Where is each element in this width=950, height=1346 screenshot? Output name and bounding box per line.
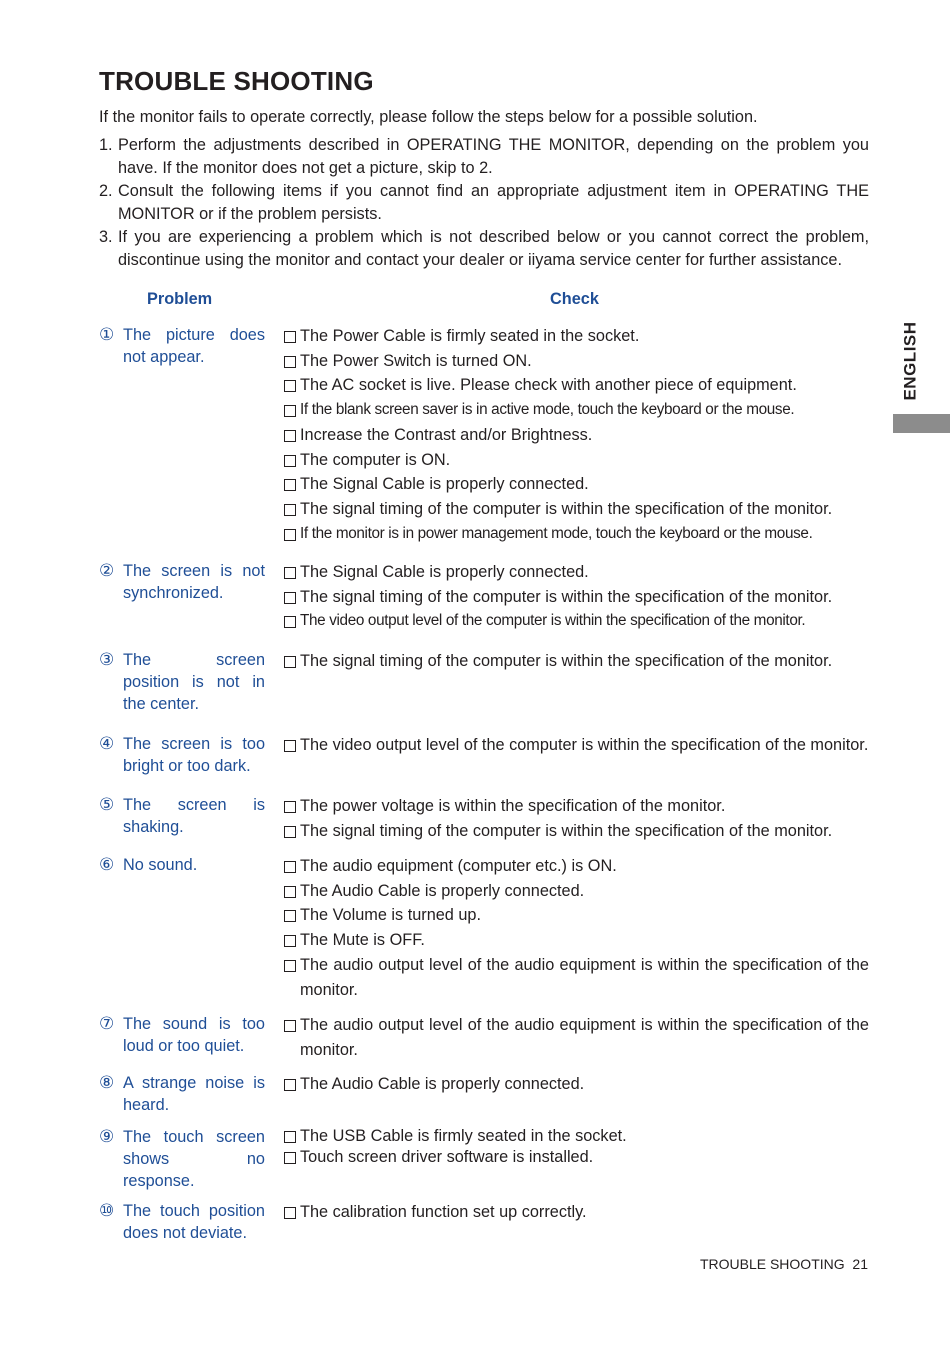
check-text: The Power Cable is firmly seated in the socket.: [300, 327, 640, 345]
step-text: If you are experiencing a problem which is not described below or you cannot correct the problem, discontinue using the monitor and contact your dealer or iiyama service center for further assistance.: [118, 228, 869, 269]
check-list: [284, 1126, 869, 1168]
problem-text: No sound.: [123, 856, 198, 874]
check-text: The AC socket is live. Please check with another piece of equipment.: [300, 376, 797, 395]
check-list: [284, 1072, 869, 1097]
language-tab-marker: [893, 414, 950, 433]
problem-text: The touch screen shows no response.: [123, 1128, 265, 1190]
check-text: The Signal Cable is properly connected.: [300, 563, 589, 581]
problem-number: ③: [99, 650, 115, 669]
check-text: The Signal Cable is properly connected.: [300, 475, 589, 494]
check-item: [284, 349, 869, 374]
check-text: The Audio Cable is properly connected.: [300, 1075, 585, 1093]
checkbox-icon: [284, 529, 296, 541]
problem-number: ⑦: [99, 1014, 115, 1033]
problem-number: ⑨: [99, 1127, 115, 1146]
check-list: [284, 733, 869, 758]
check-item: [284, 609, 869, 634]
check-column-header: Check: [550, 290, 599, 308]
step-item: [99, 180, 869, 226]
page-number: 21: [852, 1256, 868, 1272]
problem-text: The screen is not synchronized.: [123, 562, 265, 602]
check-item: [284, 794, 869, 819]
problem-cell: [99, 649, 265, 715]
problem-cell: [99, 854, 265, 876]
check-list: [284, 324, 869, 546]
intro-text: If the monitor fails to operate correctly, please follow the steps below for a possible solution.: [99, 108, 758, 126]
checkbox-icon: [284, 910, 296, 922]
step-item: [99, 134, 869, 180]
check-text: The Power Switch is turned ON.: [300, 351, 532, 370]
problem-cell: [99, 1126, 265, 1192]
problem-cell: [99, 733, 265, 777]
check-item: [284, 1013, 869, 1062]
problem-cell: [99, 1072, 265, 1116]
check-list: [284, 560, 869, 634]
checkbox-icon: [284, 1207, 296, 1219]
check-list: [284, 854, 869, 1002]
step-text: Consult the following items if you cannot find an appropriate adjustment item in OPERATING THE MONITOR or if the problem persists.: [118, 182, 869, 223]
problem-number: ⑥: [99, 855, 115, 874]
page-footer: [700, 1256, 868, 1272]
check-item: [284, 649, 869, 674]
check-item: [284, 953, 869, 1002]
check-item: [284, 733, 869, 758]
checkbox-icon: [284, 740, 296, 752]
check-text: The signal timing of the computer is within the specification of the monitor.: [300, 587, 833, 606]
checkbox-icon: [284, 479, 296, 491]
problem-text: The screen is too bright or too dark.: [123, 735, 265, 775]
checkbox-icon: [284, 826, 296, 838]
problem-number: ②: [99, 561, 115, 580]
checkbox-icon: [284, 455, 296, 467]
check-text: The Volume is turned up.: [300, 906, 482, 925]
checkbox-icon: [284, 960, 296, 972]
checkbox-icon: [284, 935, 296, 947]
check-text: The USB Cable is firmly seated in the socket.: [300, 1127, 627, 1145]
checkbox-icon: [284, 656, 296, 668]
check-item: [284, 903, 869, 928]
check-text: The audio output level of the audio equipment is within the specification of the monitor.: [300, 955, 869, 999]
check-item: [284, 1072, 869, 1097]
checkbox-icon: [284, 331, 296, 343]
problem-number: ④: [99, 734, 115, 753]
check-text: The power voltage is within the specification of the monitor.: [300, 797, 726, 815]
step-number: 3.: [99, 228, 113, 246]
check-text: If the blank screen saver is in active mode, touch the keyboard or the mouse.: [300, 401, 795, 419]
problem-text: The picture does not appear.: [123, 326, 265, 366]
checkbox-icon: [284, 567, 296, 579]
step-text: Perform the adjustments described in OPERATING THE MONITOR, depending on the problem you have. If the monitor does not get a picture, skip to 2.: [118, 136, 869, 177]
check-text: The audio output level of the audio equipment is within the specification of the monitor.: [300, 1016, 869, 1059]
check-item: [284, 585, 869, 610]
checkbox-icon: [284, 861, 296, 873]
checkbox-icon: [284, 380, 296, 392]
problem-number: ⑩: [99, 1201, 115, 1220]
problem-column-header: Problem: [147, 290, 213, 308]
check-list: [284, 1200, 869, 1225]
step-item: [99, 226, 869, 272]
check-item: [284, 1126, 869, 1147]
problem-number: ⑧: [99, 1073, 115, 1092]
check-item: [284, 324, 869, 349]
check-list: [284, 794, 869, 843]
problem-text: A strange noise is heard.: [123, 1074, 265, 1114]
page-title: TROUBLE SHOOTING: [99, 66, 374, 96]
language-label: ENGLISH: [901, 321, 920, 401]
checkbox-icon: [284, 886, 296, 898]
checkbox-icon: [284, 405, 296, 417]
problem-cell: [99, 560, 265, 604]
problem-text: The screen is shaking.: [123, 796, 265, 836]
check-text: The video output level of the computer is within the specification of the monitor.: [300, 736, 869, 754]
problem-cell: [99, 794, 265, 838]
problem-cell: [99, 1200, 265, 1244]
check-text: The computer is ON.: [300, 450, 451, 469]
check-list: [284, 1013, 869, 1062]
problem-text: The touch position does not deviate.: [123, 1202, 265, 1242]
checkbox-icon: [284, 1079, 296, 1091]
check-text: The Mute is OFF.: [300, 931, 425, 950]
check-item: [284, 423, 869, 448]
step-number: 1.: [99, 136, 113, 154]
checkbox-icon: [284, 1152, 296, 1164]
check-text: Increase the Contrast and/or Brightness.: [300, 425, 593, 444]
checkbox-icon: [284, 592, 296, 604]
check-item: [284, 1200, 869, 1225]
check-text: If the monitor is in power management mode, touch the keyboard or the mouse.: [300, 524, 813, 542]
check-item: [284, 1147, 869, 1168]
check-item: [284, 928, 869, 953]
check-text: The signal timing of the computer is within the specification of the monitor.: [300, 652, 833, 670]
steps-list: [99, 134, 869, 272]
footer-section: TROUBLE SHOOTING: [699, 1256, 845, 1272]
check-text: The audio equipment (computer etc.) is ON.: [300, 857, 617, 875]
problem-text: The sound is too loud or too quiet.: [123, 1015, 265, 1055]
check-item: [284, 398, 869, 423]
problem-number: ⑤: [99, 795, 115, 814]
step-number: 2.: [99, 182, 113, 200]
check-text: The signal timing of the computer is within the specification of the monitor.: [300, 821, 833, 840]
check-item: [284, 497, 869, 522]
checkbox-icon: [284, 430, 296, 442]
check-text: The Audio Cable is properly connected.: [300, 881, 585, 900]
check-item: [284, 879, 869, 904]
check-item: [284, 448, 869, 473]
check-text: The calibration function set up correctly.: [300, 1203, 587, 1221]
check-text: The signal timing of the computer is within the specification of the monitor.: [300, 499, 833, 518]
problem-cell: [99, 324, 265, 368]
language-tab: [893, 316, 929, 406]
check-item: [284, 854, 869, 879]
check-item: [284, 522, 869, 547]
checkbox-icon: [284, 1131, 296, 1143]
checkbox-icon: [284, 356, 296, 368]
check-item: [284, 472, 869, 497]
checkbox-icon: [284, 504, 296, 516]
problem-number: ①: [99, 325, 115, 344]
check-item: [284, 373, 869, 398]
check-item: [284, 819, 869, 844]
checkbox-icon: [284, 1020, 296, 1032]
problem-text: The screen position is not in the center.: [123, 651, 265, 713]
checkbox-icon: [284, 801, 296, 813]
check-item: [284, 560, 869, 585]
problem-cell: [99, 1013, 265, 1057]
check-text: The video output level of the computer is within the specification of the monitor.: [300, 612, 806, 630]
checkbox-icon: [284, 616, 296, 628]
check-list: [284, 649, 869, 674]
check-text: Touch screen driver software is installed.: [300, 1148, 594, 1166]
